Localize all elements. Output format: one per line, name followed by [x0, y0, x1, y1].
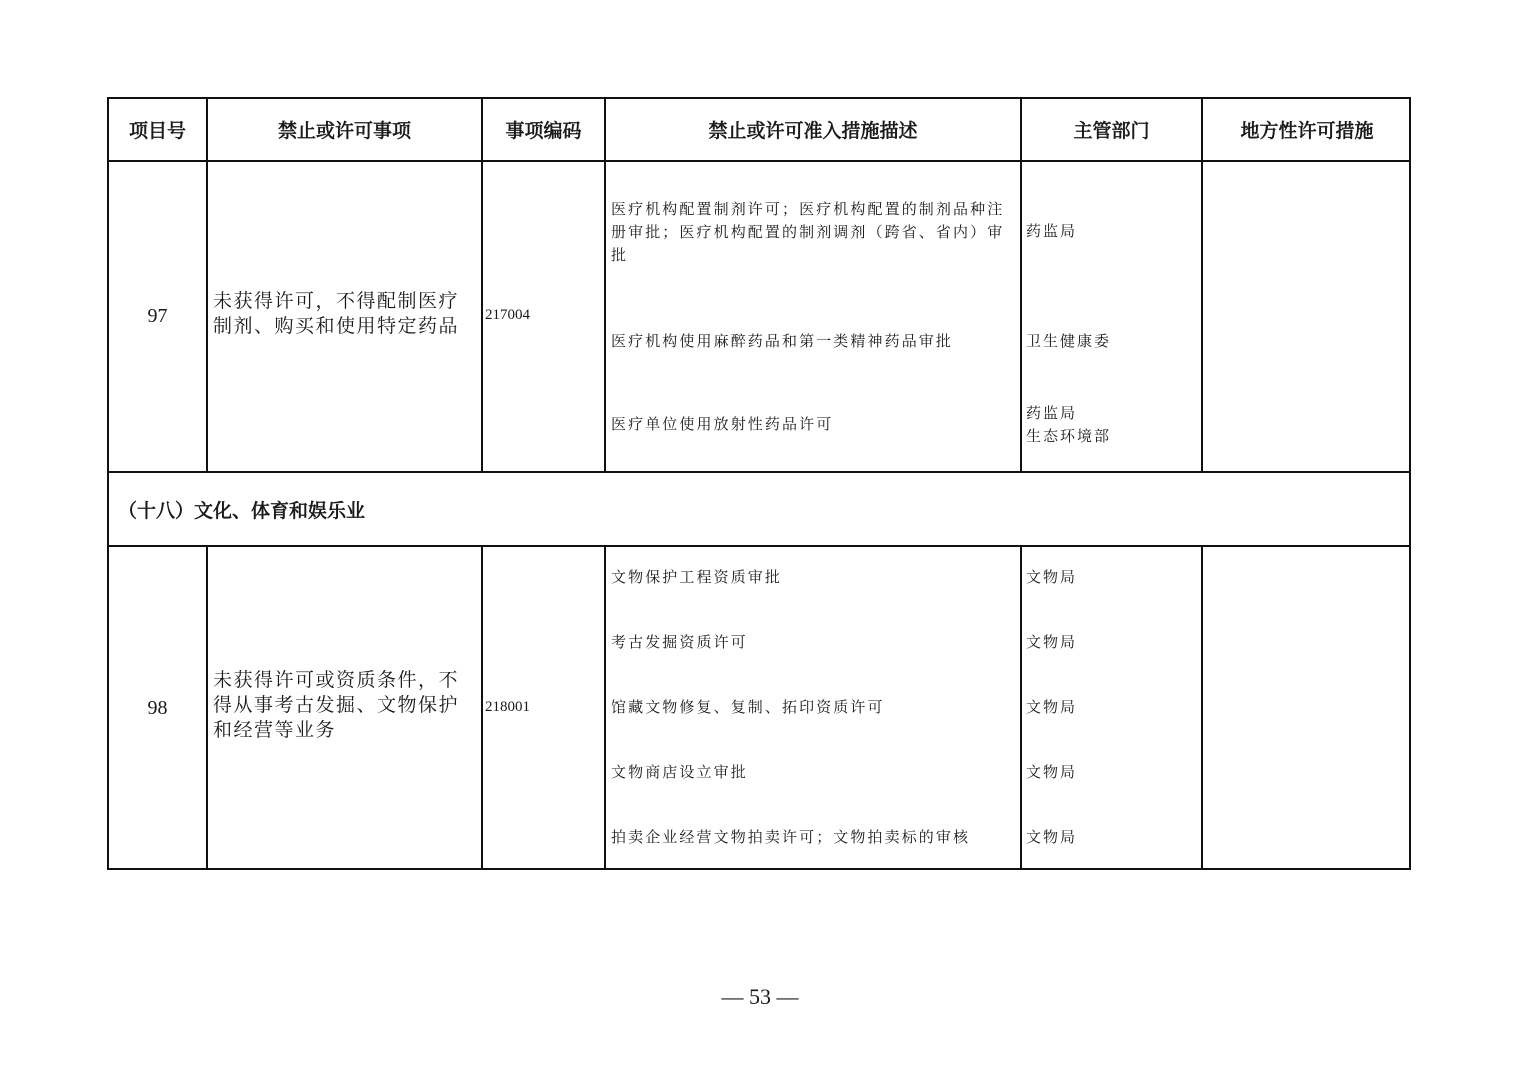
measure-department: 文物局 [1026, 698, 1078, 716]
measure-department: 药监局 [1026, 222, 1078, 240]
header-local-measures: 地方性许可措施 [1240, 120, 1374, 142]
row-item-text: 未获得许可或资质条件，不得从事考古发掘、文物保护和经营等业务 [213, 669, 460, 741]
column-divider [1020, 99, 1022, 472]
measure-department: 文物局 [1026, 828, 1078, 846]
column-divider [604, 99, 606, 472]
measure-description: 拍卖企业经营文物拍卖许可；文物拍卖标的审核 [611, 828, 971, 846]
column-divider [1201, 546, 1203, 870]
row-item-text: 未获得许可，不得配制医疗制剂、购买和使用特定药品 [213, 290, 460, 337]
column-divider [604, 546, 606, 870]
measure-department: 药监局 [1026, 404, 1078, 422]
column-divider [1020, 546, 1022, 870]
measure-department-secondary: 生态环境部 [1026, 427, 1112, 445]
row-number: 98 [147, 697, 168, 719]
column-divider [1201, 99, 1203, 472]
header-item-number: 项目号 [128, 120, 186, 142]
measure-description: 文物商店设立审批 [611, 763, 748, 781]
measure-description: 医疗机构使用麻醉药品和第一类精神药品审批 [611, 332, 954, 350]
header-divider [109, 160, 1409, 162]
page-number: — 53 — [721, 984, 799, 1009]
measure-department: 文物局 [1026, 633, 1078, 651]
measure-department: 文物局 [1026, 568, 1078, 586]
row-divider [109, 471, 1409, 473]
header-department: 主管部门 [1073, 120, 1150, 142]
row-number: 97 [147, 305, 168, 327]
permit-table [107, 97, 1411, 870]
section-divider [109, 545, 1409, 547]
column-divider [481, 546, 483, 870]
column-divider [206, 546, 208, 870]
column-divider [206, 99, 208, 472]
measure-department: 卫生健康委 [1026, 332, 1112, 350]
measure-description: 考古发掘资质许可 [611, 633, 748, 651]
header-description: 禁止或许可准入措施描述 [708, 120, 918, 142]
measure-department: 文物局 [1026, 763, 1078, 781]
measure-description: 文物保护工程资质审批 [611, 568, 783, 586]
header-item: 禁止或许可事项 [277, 120, 411, 142]
section-title: （十八）文化、体育和娱乐业 [118, 500, 366, 522]
measure-description: 医疗单位使用放射性药品许可 [611, 415, 834, 433]
measure-description: 馆藏文物修复、复制、拓印资质许可 [611, 698, 885, 716]
row-code: 218001 [485, 699, 530, 715]
row-code: 217004 [485, 307, 530, 323]
measure-description: 医疗机构配置制剂许可；医疗机构配置的制剂品种注册审批；医疗机构配置的制剂调剂（跨省、省内）审批 [611, 200, 1005, 264]
column-divider [481, 99, 483, 472]
header-code: 事项编码 [505, 120, 582, 142]
